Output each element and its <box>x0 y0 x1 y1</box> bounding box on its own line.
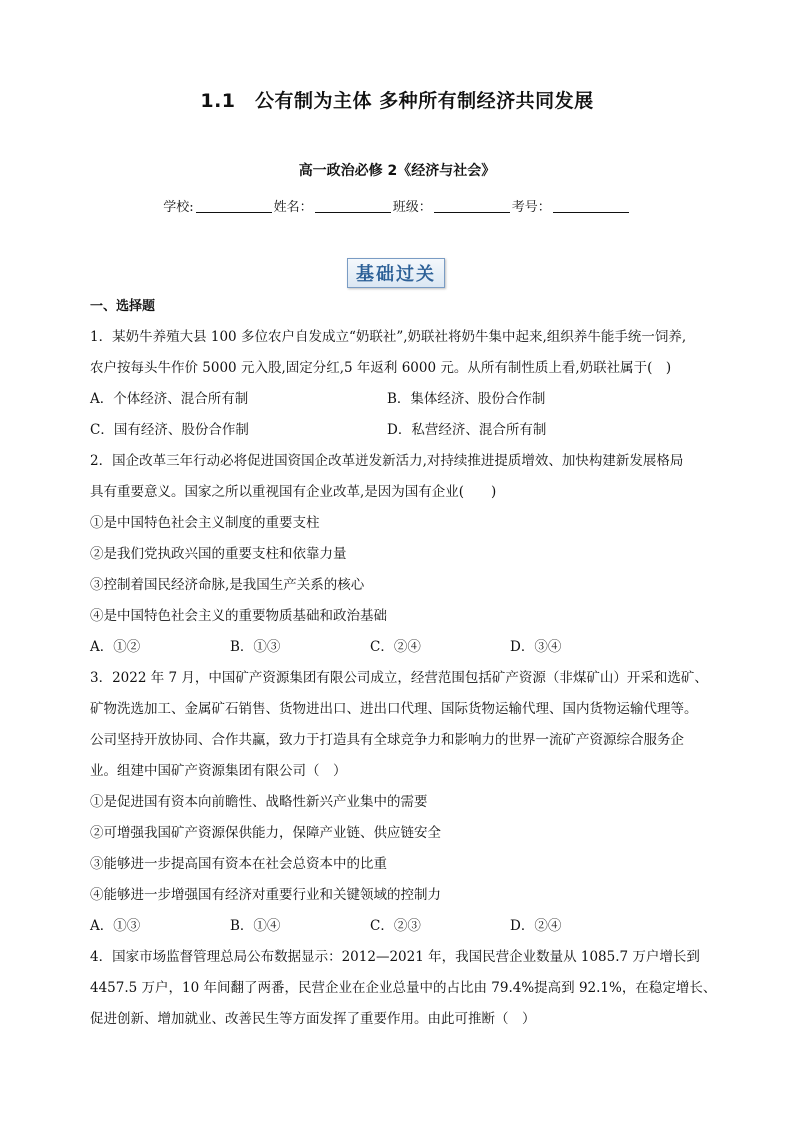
options-row <box>90 384 710 415</box>
question-line: 公司坚持开放协同、合作共赢，致力于打造具有全球竞争力和影响力的世界一流矿产资源综合服务企 <box>90 732 684 748</box>
school-label: 学校: <box>163 200 194 215</box>
option-c: C．②④ <box>370 639 421 655</box>
student-info-line <box>0 196 794 215</box>
name-label: 姓名： <box>273 200 313 215</box>
statement: ②是我们党执政兴国的重要支柱和依靠力量 <box>90 546 347 562</box>
option-d: D．③④ <box>510 639 562 655</box>
number-blank <box>553 199 629 213</box>
option-d: D．私营经济、混合所有制 <box>387 422 547 438</box>
statement: ②可增强我国矿产资源保供能力，保障产业链、供应链安全 <box>90 825 441 841</box>
option-c: C．②③ <box>370 918 421 934</box>
basic-level-badge <box>347 258 445 288</box>
option-a: A．个体经济、混合所有制 <box>90 391 249 407</box>
statement: ③控制着国民经济命脉,是我国生产关系的核心 <box>90 577 365 593</box>
option-a: A．①③ <box>90 918 141 934</box>
question-3 <box>90 663 710 942</box>
statement: ③能够进一步提高国有资本在社会总资本中的比重 <box>90 856 387 872</box>
statement: ④能够进一步增强国有经济对重要行业和关键领域的控制力 <box>90 887 441 903</box>
statement: ④是中国特色社会主义的重要物质基础和政治基础 <box>90 608 387 624</box>
badge-text: 基础过关 <box>356 264 436 285</box>
question-line: 1．某奶牛养殖大县 100 多位农户自发成立“奶联社”,奶联社将奶牛集中起来,组织养牛能手统一饲养, <box>90 329 687 345</box>
class-label: 班级： <box>392 200 432 215</box>
class-blank <box>434 199 510 213</box>
options-row <box>90 911 710 942</box>
school-blank <box>196 199 272 213</box>
number-label: 考号： <box>511 200 551 215</box>
question-line: 2．国企改革三年行动必将促进国资国企改革迸发新活力,对持续推进提质增效、加快构建新发展格局 <box>90 453 684 469</box>
question-line: 促进创新、增加就业、改善民生等方面发挥了重要作用。由此可推断（ ） <box>90 1011 536 1027</box>
question-line: 4．国家市场监督管理总局公布数据显示：2012—2021 年，我国民营企业数量从 1085.7 万户增长到 <box>90 949 700 965</box>
question-line: 业。组建中国矿产资源集团有限公司（ ） <box>90 763 347 779</box>
question-1 <box>90 322 710 446</box>
question-content <box>90 296 717 1035</box>
question-line: 3．2022 年 7 月，中国矿产资源集团有限公司成立，经营范围包括矿产资源（非煤矿山）开采和选矿、 <box>90 670 708 686</box>
question-4 <box>90 942 717 1035</box>
question-line: 农户按每头牛作价 5000 元入股,固定分红,5 年返利 6000 元。从所有制性质上看,奶联社属于( ) <box>90 360 672 376</box>
option-b: B．集体经济、股份合作制 <box>387 391 546 407</box>
question-line: 矿物洗选加工、金属矿石销售、货物进出口、进出口代理、国际货物运输代理、国内货物运输代理等。 <box>90 701 698 717</box>
page-subtitle: 高一政治必修 2《经济与社会》 <box>298 163 496 179</box>
question-line: 4457.5 万户，10 年间翻了两番，民营企业在企业总量中的占比由 79.4%提高到 92.1%，在稳定增长、 <box>90 980 717 996</box>
options-row <box>90 632 710 663</box>
option-b: B．①④ <box>230 918 281 934</box>
options-row <box>90 415 710 446</box>
section-heading: 一、选择题 <box>90 299 156 314</box>
option-d: D．②④ <box>510 918 562 934</box>
statement: ①是中国特色社会主义制度的重要支柱 <box>90 515 320 531</box>
page-title: 1.1 公有制为主体 多种所有制经济共同发展 <box>200 90 594 112</box>
statement: ①是促进国有资本向前瞻性、战略性新兴产业集中的需要 <box>90 794 428 810</box>
question-line: 具有重要意义。国家之所以重视国有企业改革,是因为国有企业( ) <box>90 484 497 500</box>
option-b: B．①③ <box>230 639 281 655</box>
question-2 <box>90 446 710 663</box>
name-blank <box>315 199 391 213</box>
option-c: C．国有经济、股份合作制 <box>90 422 249 438</box>
option-a: A．①② <box>90 639 141 655</box>
